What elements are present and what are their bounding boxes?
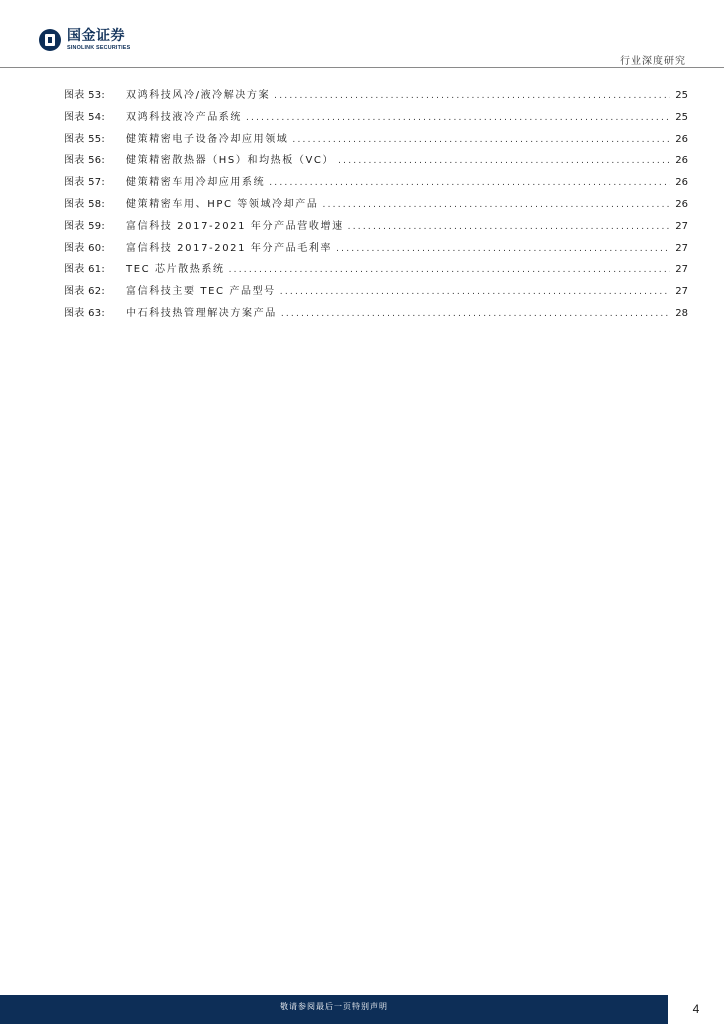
logo-text bbox=[67, 29, 130, 51]
toc-entry-label: 图表 62: bbox=[64, 286, 106, 298]
toc-entry-label: 图表 58: bbox=[64, 198, 106, 210]
toc-entry-title: 双鸿科技风冷/液冷解决方案 bbox=[126, 90, 271, 101]
toc-dot-leader bbox=[336, 241, 670, 257]
toc-entry-title: 双鸿科技液冷产品系统 bbox=[126, 111, 242, 123]
toc-dot-leader bbox=[348, 219, 670, 235]
toc-entry[interactable] bbox=[64, 132, 688, 154]
toc-entry-label: 图表 59: bbox=[64, 220, 106, 232]
toc-dot-leader bbox=[281, 306, 670, 322]
toc-entry[interactable] bbox=[64, 88, 688, 110]
toc-entry-title: 富信科技 2017-2021 年分产品毛利率 bbox=[126, 242, 333, 254]
toc-entry-title: 健策精密车用冷却应用系统 bbox=[126, 177, 266, 189]
toc-dot-leader bbox=[246, 110, 670, 126]
toc-entry[interactable] bbox=[64, 262, 688, 284]
toc-entry-label: 图表 63: bbox=[64, 307, 106, 319]
toc-entry-label: 图表 54: bbox=[64, 111, 106, 123]
company-logo bbox=[38, 28, 130, 52]
header-divider bbox=[0, 67, 724, 68]
toc-entry-page: 26 bbox=[675, 198, 688, 210]
toc-dot-leader bbox=[292, 132, 670, 148]
toc-entry-page: 27 bbox=[675, 286, 688, 298]
toc-entry[interactable] bbox=[64, 197, 688, 219]
toc-entry-title: TEC 芯片散热系统 bbox=[126, 264, 225, 276]
toc-entry-label: 图表 60: bbox=[64, 242, 106, 254]
toc-entry-page: 28 bbox=[675, 307, 688, 319]
toc-entry[interactable] bbox=[64, 153, 688, 175]
toc-entry-label: 图表 53: bbox=[64, 90, 106, 101]
toc-entry-title: 健策精密散热器（HS）和均热板（VC） bbox=[126, 155, 335, 167]
footer-disclaimer: 敬请参阅最后一页特别声明 bbox=[280, 1002, 388, 1011]
page-number: 4 bbox=[692, 1002, 700, 1016]
toc-entry-page: 26 bbox=[675, 155, 688, 167]
toc-entry-title: 富信科技 2017-2021 年分产品营收增速 bbox=[126, 220, 344, 232]
toc-entry-page: 27 bbox=[675, 264, 688, 276]
toc-entry-page: 27 bbox=[675, 242, 688, 254]
logo-chinese-name: 国金证券 bbox=[67, 27, 125, 44]
toc-entry[interactable] bbox=[64, 241, 688, 263]
toc-entry[interactable] bbox=[64, 110, 688, 132]
toc-dot-leader bbox=[229, 262, 670, 278]
toc-dot-leader bbox=[274, 88, 670, 104]
toc-entry-page: 27 bbox=[675, 220, 688, 232]
toc-entry-title: 富信科技主要 TEC 产品型号 bbox=[126, 286, 276, 298]
sinolink-logo-icon bbox=[38, 28, 62, 52]
report-type-label: 行业深度研究 bbox=[620, 56, 686, 67]
figure-index-list bbox=[64, 88, 688, 328]
toc-entry-label: 图表 56: bbox=[64, 155, 106, 167]
toc-dot-leader bbox=[323, 197, 670, 213]
toc-entry-title: 健策精密电子设备冷却应用领域 bbox=[126, 133, 289, 145]
toc-entry-label: 图表 61: bbox=[64, 264, 106, 276]
toc-entry-title: 健策精密车用、HPC 等领域冷却产品 bbox=[126, 198, 319, 210]
toc-dot-leader bbox=[269, 175, 670, 191]
logo-english-name: SINOLINK SECURITIES bbox=[67, 44, 131, 51]
toc-entry[interactable] bbox=[64, 175, 688, 197]
toc-entry[interactable] bbox=[64, 284, 688, 306]
toc-entry-page: 26 bbox=[675, 133, 688, 145]
toc-entry-label: 图表 57: bbox=[64, 177, 106, 189]
page-header bbox=[0, 0, 724, 68]
toc-dot-leader bbox=[338, 153, 670, 169]
toc-entry-page: 26 bbox=[675, 177, 688, 189]
toc-entry-title: 中石科技热管理解决方案产品 bbox=[126, 307, 277, 319]
toc-entry-page: 25 bbox=[675, 111, 688, 123]
toc-entry-label: 图表 55: bbox=[64, 133, 106, 145]
toc-entry[interactable] bbox=[64, 219, 688, 241]
toc-entry[interactable] bbox=[64, 306, 688, 328]
toc-dot-leader bbox=[280, 284, 670, 300]
toc-entry-page: 25 bbox=[675, 90, 688, 101]
